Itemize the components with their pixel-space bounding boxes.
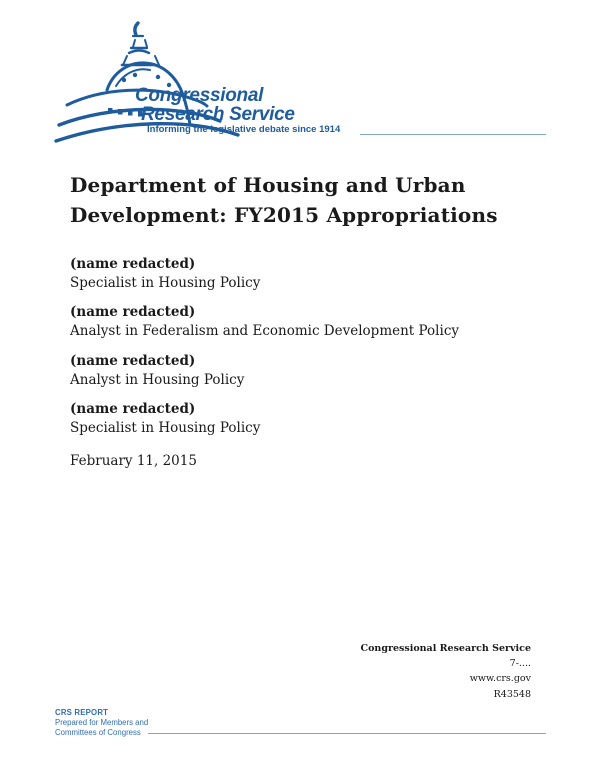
footer-org-name: Congressional Research Service (360, 643, 531, 654)
logo-line2: Research Service (141, 103, 295, 125)
author-role: Analyst in Housing Policy (70, 372, 245, 388)
author-block (70, 255, 260, 293)
author-role: Specialist in Housing Policy (70, 275, 261, 291)
report-date: February 11, 2015 (70, 453, 197, 469)
footer-prepared-line2: Committees of Congress (55, 728, 141, 737)
author-block (70, 400, 260, 438)
author-name: (name redacted) (70, 401, 196, 417)
logo-tagline: Informing the legislative debate since 1914 (147, 124, 341, 135)
report-title-line2: Development: FY2015 Appropriations (70, 203, 498, 227)
report-title-line1: Department of Housing and Urban (70, 173, 466, 197)
author-role: Specialist in Housing Policy (70, 420, 261, 436)
author-name: (name redacted) (70, 256, 196, 272)
footer-website: www.crs.gov (469, 673, 531, 685)
footer-rule (148, 733, 546, 734)
logo-wordmark (135, 87, 295, 124)
author-name: (name redacted) (70, 304, 196, 320)
header-rule (360, 134, 546, 135)
author-name: (name redacted) (70, 353, 196, 369)
author-block (70, 352, 244, 390)
logo-line1: Congressional (135, 85, 264, 106)
author-block (70, 303, 459, 341)
footer-contact-block (361, 641, 531, 702)
footer-prepared-line1: Prepared for Members and (55, 718, 149, 727)
footer-phone: 7-.... (509, 658, 531, 670)
report-title (70, 170, 550, 230)
author-role: Analyst in Federalism and Economic Development Policy (70, 323, 460, 339)
footer-crs-block (55, 708, 148, 738)
footer-report-number: R43548 (493, 688, 531, 700)
crs-report-label: CRS REPORT (55, 708, 109, 717)
